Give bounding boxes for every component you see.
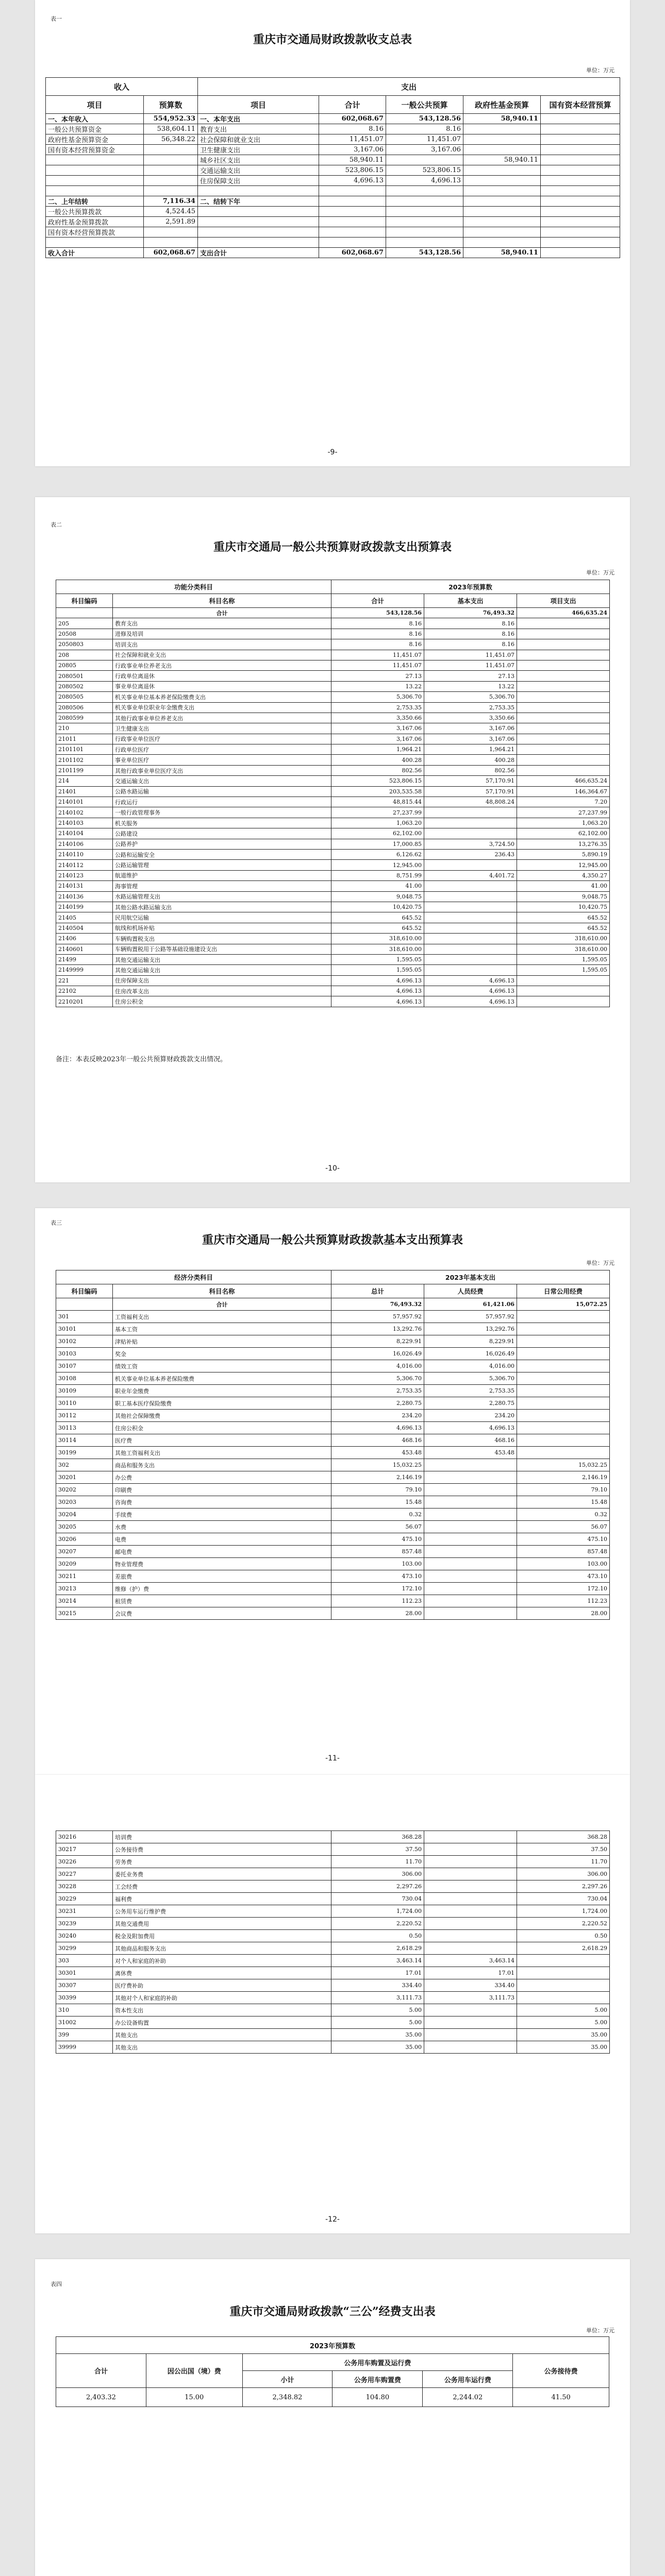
table-row: 30102 津贴补贴 8,229.91 8,229.91: [56, 1335, 610, 1348]
col-name: 科目名称: [113, 1284, 331, 1298]
table-row: 21499 其他交通运输支出 1,595.05 1,595.05: [56, 954, 610, 964]
table-row: 2140103 机关服务 1,063.20 1,063.20: [56, 818, 610, 828]
unit-label: 单位：万元: [586, 1260, 614, 1266]
expenditure-header: 支出: [198, 78, 620, 96]
col-general: 一般公共预算: [386, 96, 463, 114]
table-row: 2080599 其他行政事业单位养老支出 3,350.66 3,350.66: [56, 713, 610, 723]
unit-label: 单位：万元: [586, 2327, 614, 2334]
table-row: 2140136 水路运输管理支出 9,048.75 9,048.75: [56, 891, 610, 902]
col-running: 公务用车运行费: [423, 2371, 513, 2388]
table-row: 一般公共预算资金 538,604.11 教育支出 8.16 8.16: [46, 124, 620, 134]
table-row: 住房保障支出 4,696.13 4,696.13: [46, 176, 620, 186]
table-row: 30202 印刷费 79.10 79.10: [56, 1484, 610, 1496]
table-row: 30239 其他交通费用 2,220.52 2,220.52: [56, 1918, 610, 1930]
table-row: 30215 会议费 28.00 28.00: [56, 1607, 610, 1620]
table-marker: 表二: [51, 521, 62, 528]
table-row: 30240 税金及附加费用 0.50 0.50: [56, 1930, 610, 1942]
table-row: 39999 其他支出 35.00 35.00: [56, 2041, 610, 2054]
table-row: 214 交通运输支出 523,806.15 57,170.91 466,635.24: [56, 776, 610, 786]
table-row: 一、本年收入 554,952.33 一、本年支出 602,068.67 543,128.56 58,940.11: [46, 114, 620, 124]
col-reception: 公务接待费: [513, 2354, 609, 2388]
table-row: 20508 进修及培训 8.16 8.16: [56, 629, 610, 639]
table-row: 一般公共预算拨款 4,524.45: [46, 207, 620, 217]
table-row: 2101199 其他行政事业单位医疗支出 802.56 802.56: [56, 765, 610, 775]
table-row: 21405 民用航空运输 645.52 645.52: [56, 912, 610, 923]
table-row: 二、上年结转 7,116.34 二、结转下年: [46, 196, 620, 207]
table-row: 30204 手续费 0.32 0.32: [56, 1509, 610, 1521]
col-basic: 基本支出: [424, 594, 517, 608]
table-row: 30399 其他对个人和家庭的补助 3,111.73 3,111.73: [56, 1992, 610, 2004]
col-item: 项目: [46, 96, 144, 114]
table-row: 30216 培训费 368.28 368.28: [56, 1831, 610, 1843]
table-row: 2140504 航线和机场补贴 645.52 645.52: [56, 923, 610, 933]
table-row: 2080501 行政单位离退休 27.13 27.13: [56, 671, 610, 681]
table-row: 收入合计 602,068.67 支出合计 602,068.67 543,128.56 58,940.11: [46, 248, 620, 258]
table-row: 2140199 其他公路水路运输支出 10,420.75 10,420.75: [56, 902, 610, 912]
table-row: 30299 其他商品和服务支出 2,618.29 2,618.29: [56, 1942, 610, 1955]
table-row: 221 住房保障支出 4,696.13 4,696.13: [56, 975, 610, 986]
table-row: 2140112 公路运输管理 12,945.00 12,945.00: [56, 860, 610, 870]
table-row: 30201 办公费 2,146.19 2,146.19: [56, 1471, 610, 1484]
col-capital: 国有资本经营预算: [541, 96, 620, 114]
table-row: 399 其他支出 35.00 35.00: [56, 2029, 610, 2041]
table-row: 国有资本经营预算资金 卫生健康支出 3,167.06 3,167.06: [46, 145, 620, 155]
col-subtotal: 小计: [242, 2371, 332, 2388]
basic-expenditure-table: [56, 1270, 610, 1620]
year-header: 2023年预算数: [331, 580, 610, 594]
table-row: 30207 邮电费 857.48 857.48: [56, 1546, 610, 1558]
income-header: 收入: [46, 78, 198, 96]
table-row: 301 工资福利支出 57,957.92 57,957.92: [56, 1311, 610, 1323]
table-row: 30107 绩效工资 4,016.00 4,016.00: [56, 1360, 610, 1372]
table-row: 21401 公路水路运输 203,535.58 57,170.91 146,364.67: [56, 786, 610, 796]
table-row: 31002 办公设备购置 5.00 5.00: [56, 2016, 610, 2029]
table-row: 国有资本经营预算拨款: [46, 227, 620, 238]
page-title: 重庆市交通局一般公共预算财政拨款支出预算表: [213, 540, 452, 554]
col-public: 日常公用经费: [517, 1284, 610, 1298]
table-row: 30110 职工基本医疗保险缴费 2,280.75 2,280.75: [56, 1397, 610, 1410]
table-body: [46, 114, 620, 258]
table-row: 2140110 公路和运输安全 6,126.62 236.43 5,890.19: [56, 849, 610, 859]
page-title: 重庆市交通局财政拨款收支总表: [253, 33, 412, 46]
table-row: 30301 离休费 17.01 17.01: [56, 1967, 610, 1979]
table-row: 302 商品和服务支出 15,032.25 15,032.25: [56, 1459, 610, 1471]
col-abroad: 因公出国（境）费: [146, 2354, 242, 2388]
page-5: [35, 2259, 630, 2576]
table-marker: 表四: [51, 2281, 62, 2287]
table-row: 30307 医疗费补助 334.40 334.40: [56, 1979, 610, 1992]
table-row: 21406 车辆购置税支出 318,610.00 318,610.00: [56, 934, 610, 944]
revenue-expenditure-table: [45, 77, 620, 258]
table-row: 2140123 航道维护 8,751.99 4,401.72 4,350.27: [56, 870, 610, 880]
table-row: 30203 咨询费 15.48 15.48: [56, 1496, 610, 1509]
page-number: -9-: [327, 448, 338, 456]
col-fund: 政府性基金预算: [463, 96, 541, 114]
table-row: 30214 租赁费 112.23 112.23: [56, 1595, 610, 1607]
table-row: 310 资本性支出 5.00 5.00: [56, 2004, 610, 2016]
table-row: 30108 机关事业单位基本养老保险缴费 5,306.70 5,306.70: [56, 1372, 610, 1385]
table-row: 22102 住房改革支出 4,696.13 4,696.13: [56, 986, 610, 996]
table-row: 城乡社区支出 58,940.11 58,940.11: [46, 155, 620, 165]
unit-label: 单位：万元: [586, 569, 614, 576]
table-row: 政府性基金预算拨款 2,591.89: [46, 217, 620, 227]
table-row: 30199 其他工资福利支出 453.48 453.48: [56, 1447, 610, 1459]
table-row: 30213 维修（护）费 172.10 172.10: [56, 1583, 610, 1595]
table-row: 30227 委托业务费 306.00 306.00: [56, 1868, 610, 1880]
general-budget-table: [56, 580, 610, 1007]
table-row: 政府性基金预算资金 56,348.22 社会保障和就业支出 11,451.07 11,451.07: [46, 134, 620, 145]
table-row: 30229 福利费 730.04 730.04: [56, 1893, 610, 1905]
col-purchase: 公务用车购置费: [332, 2371, 423, 2388]
table-row: 21011 行政事业单位医疗 3,167.06 3,167.06: [56, 734, 610, 744]
col-code: 科目编码: [56, 1284, 113, 1298]
table-row: 30101 基本工资 13,292.76 13,292.76: [56, 1323, 610, 1335]
table-row: 30103 奖金 16,026.49 16,026.49: [56, 1348, 610, 1360]
table-row: 2080502 事业单位离退休 13.22 13.22: [56, 681, 610, 691]
table-row: 30205 水费 56.07 56.07: [56, 1521, 610, 1533]
page-number: -10-: [325, 1164, 340, 1173]
table-marker: 表三: [51, 1219, 62, 1226]
table-row: 30112 其他社会保障缴费 234.20 234.20: [56, 1410, 610, 1422]
table-row: 30109 职业年金缴费 2,753.35 2,753.35: [56, 1385, 610, 1397]
table-row: 30231 公务用车运行维护费 1,724.00 1,724.00: [56, 1905, 610, 1918]
page-number: -12-: [325, 2215, 340, 2224]
table-row: 交通运输支出 523,806.15 523,806.15: [46, 165, 620, 176]
table-row: 208 社会保障和就业支出 11,451.07 11,451.07: [56, 650, 610, 660]
table-row: 2101101 行政单位医疗 1,964.21 1,964.21: [56, 744, 610, 755]
table-row: 205 教育支出 8.16 8.16: [56, 618, 610, 629]
table-row: 2140102 一般行政管理事务 27,237.99 27,237.99: [56, 807, 610, 818]
table-row: 2210201 住房公积金 4,696.13 4,696.13: [56, 996, 610, 1007]
table-row: 2140104 公路建设 62,102.00 62,102.00: [56, 828, 610, 839]
table-marker: 表一: [51, 15, 62, 22]
table-row: [46, 238, 620, 248]
table-row: 2140601 车辆购置税用于公路等基础设施建设支出 318,610.00 318,610.00: [56, 944, 610, 954]
year-header: 2023年基本支出: [331, 1270, 610, 1284]
table-row: 2140131 海事管理 41.00 41.00: [56, 881, 610, 891]
col-code: 科目编码: [56, 594, 113, 608]
page-3: [35, 1208, 630, 1775]
year-header: 2023年预算数: [56, 2337, 609, 2354]
table-row: 2101102 事业单位医疗 400.28 400.28: [56, 755, 610, 765]
page-title: 重庆市交通局一般公共预算财政拨款基本支出预算表: [202, 1233, 463, 1247]
table-body: [56, 1831, 610, 2054]
func-header: 功能分类科目: [56, 580, 331, 594]
total-row: 合计 543,128.56 76,493.32 466,635.24: [56, 608, 610, 618]
page-title: 重庆市交通局财政拨款“三公”经费支出表: [229, 2305, 436, 2318]
table-row: 30209 物业管理费 103.00 103.00: [56, 1558, 610, 1570]
col-vehicle: 公务用车购置及运行费: [242, 2354, 513, 2371]
page-1: [35, 0, 630, 466]
three-public-expenses-table: [56, 2336, 609, 2407]
col-item2: 项目: [198, 96, 319, 114]
table-row: 2140101 行政运行 48,815.44 48,808.24 7.20: [56, 797, 610, 807]
table-row: 30113 住房公积金 4,696.13 4,696.13: [56, 1422, 610, 1434]
table-row: 2080506 机关事业单位职业年金缴费支出 2,753.35 2,753.35: [56, 702, 610, 713]
footnote: 备注：本表反映2023年一般公共预算财政拨款支出情况。: [56, 1056, 227, 1063]
table-row: 2140106 公路养护 17,000.85 3,724.50 13,276.35: [56, 839, 610, 849]
table-row: 210 卫生健康支出 3,167.06 3,167.06: [56, 723, 610, 734]
table-body: [56, 618, 610, 1007]
table-row: 30217 公务接待费 37.50 37.50: [56, 1843, 610, 1856]
page-2: [35, 497, 630, 1182]
col-total: 总计: [331, 1284, 424, 1298]
col-personnel: 人员经费: [424, 1284, 517, 1298]
table-row: 2080505 机关事业单位基本养老保险缴费支出 5,306.70 5,306.70: [56, 692, 610, 702]
col-project: 项目支出: [517, 594, 610, 608]
table-row: 30114 医疗费 468.16 468.16: [56, 1434, 610, 1447]
values-row: 2,403.32 15.00 2,348.82 104.80 2,244.02 41.50: [56, 2388, 609, 2407]
econ-header: 经济分类科目: [56, 1270, 331, 1284]
table-row: 30226 劳务费 11.70 11.70: [56, 1856, 610, 1868]
col-total: 合计: [319, 96, 386, 114]
table-row: 30228 工会经费 2,297.26 2,297.26: [56, 1880, 610, 1893]
total-row: 合计 76,493.32 61,421.06 15,072.25: [56, 1298, 610, 1311]
table-row: 30206 电费 475.10 475.10: [56, 1533, 610, 1546]
table-row: [46, 186, 620, 196]
table-body: [56, 1311, 610, 1620]
table-row: 2050803 培训支出 8.16 8.16: [56, 639, 610, 650]
col-name: 科目名称: [113, 594, 331, 608]
unit-label: 单位：万元: [586, 67, 614, 74]
col-total: 合计: [56, 2354, 146, 2388]
table-row: 30211 差旅费 473.10 473.10: [56, 1570, 610, 1583]
col-budget: 预算数: [144, 96, 198, 114]
table-row: 20805 行政事业单位养老支出 11,451.07 11,451.07: [56, 660, 610, 670]
page-4: [35, 1775, 630, 2233]
page-number: -11-: [325, 1754, 340, 1762]
col-total: 合计: [331, 594, 424, 608]
basic-expenditure-table-continued: [56, 1831, 610, 2054]
table-row: 303 对个人和家庭的补助 3,463.14 3,463.14: [56, 1955, 610, 1967]
table-row: 2149999 其他交通运输支出 1,595.05 1,595.05: [56, 965, 610, 975]
